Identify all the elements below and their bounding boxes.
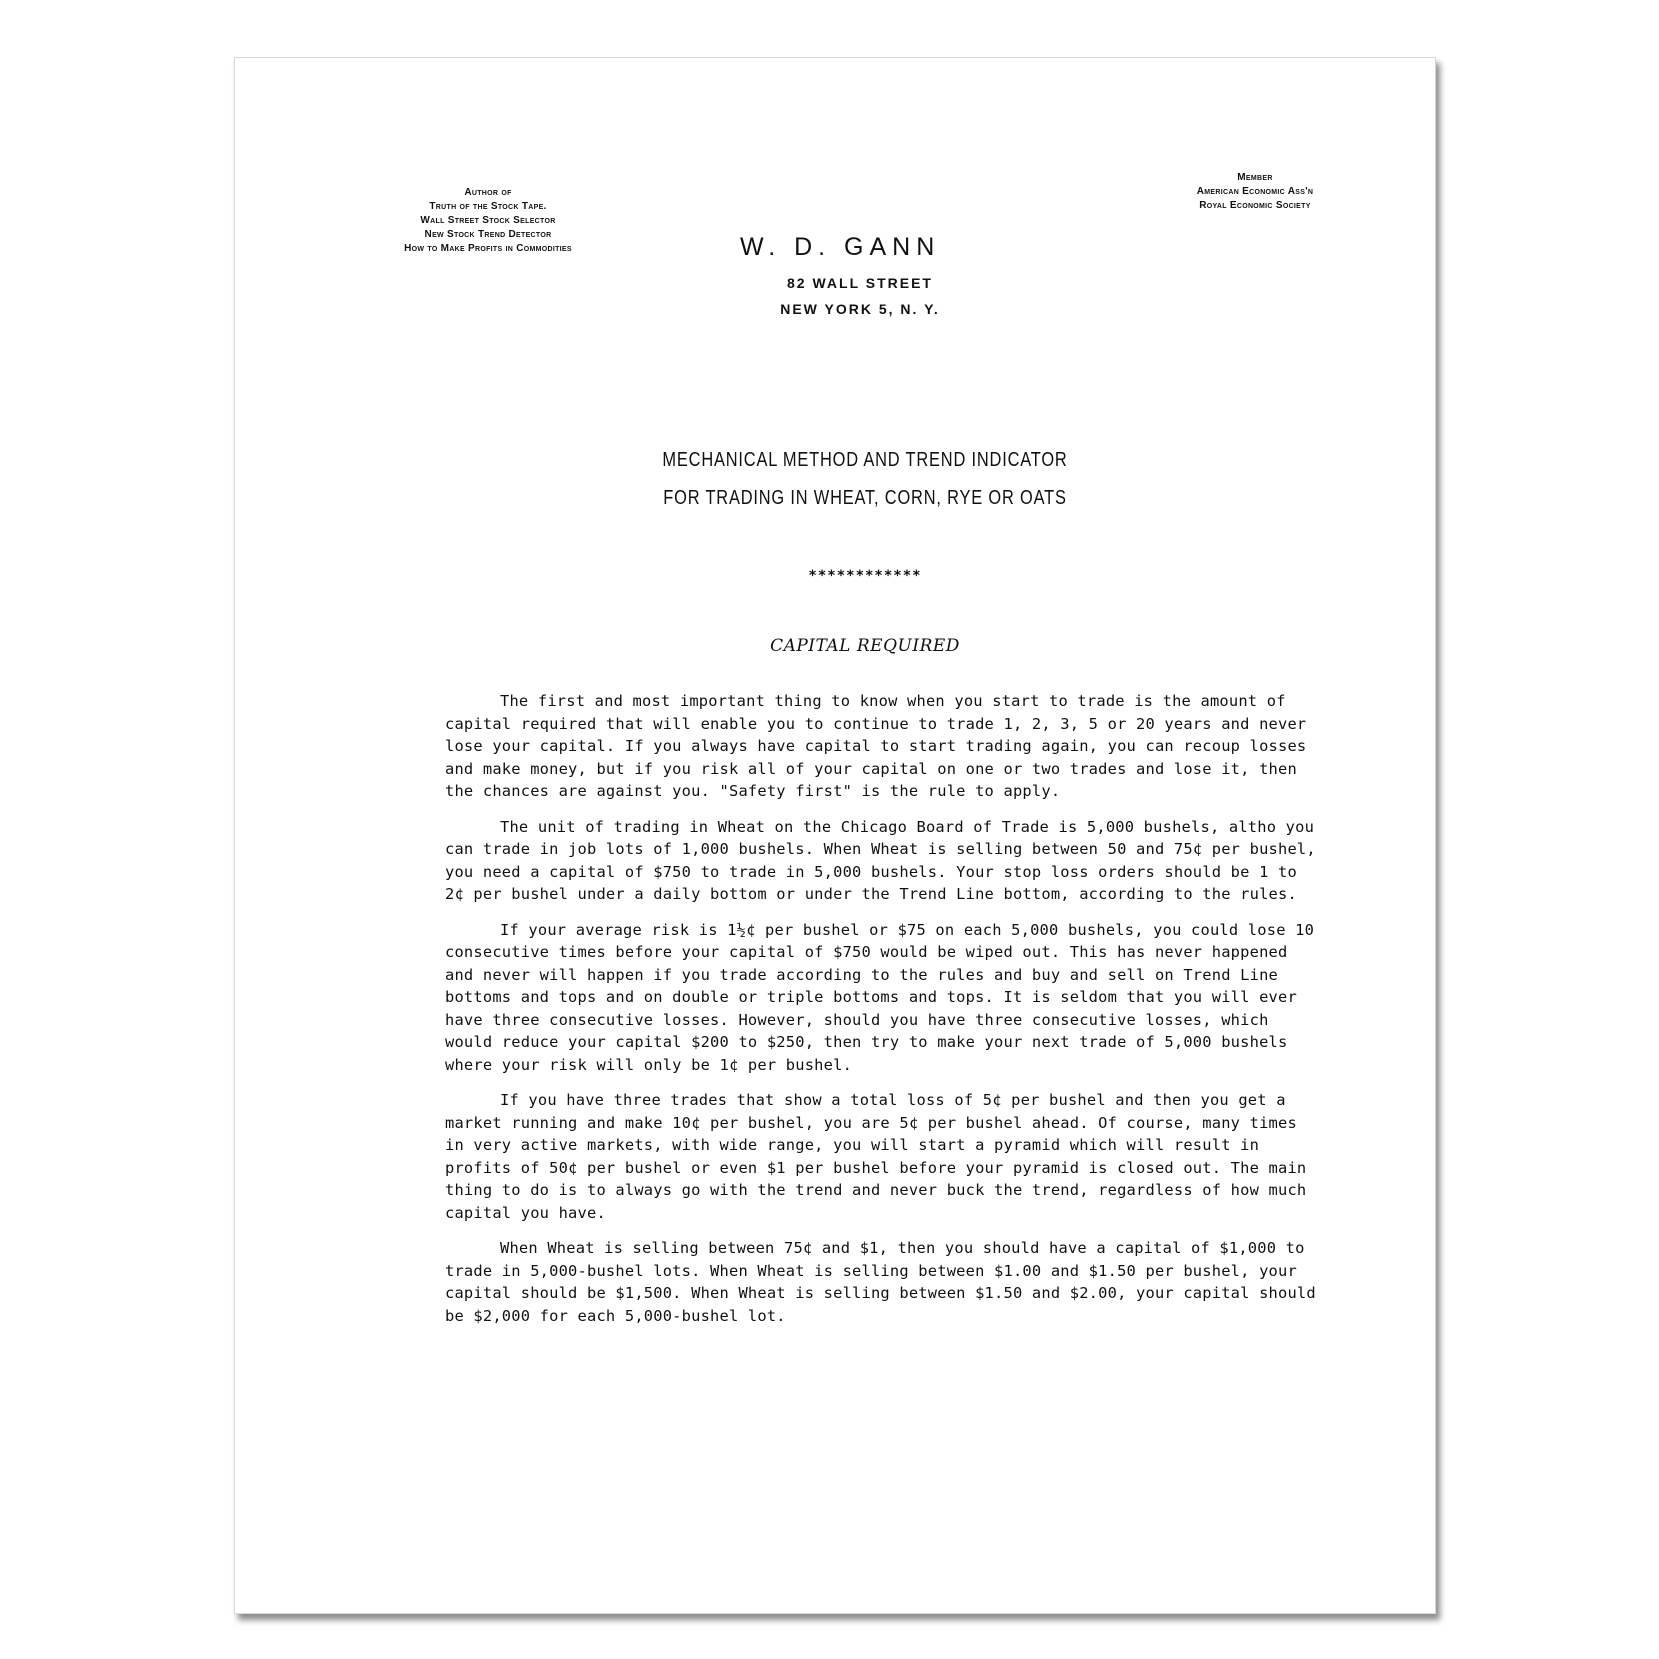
document-page xyxy=(234,57,1436,1614)
author-line: Truth of the Stock Tape. xyxy=(429,201,547,212)
address-street: 82 WALL STREET xyxy=(787,275,933,291)
paragraph: The unit of trading in Wheat on the Chicago Board of Trade is 5,000 bushels, altho you can trade in job lots of 1,000 bushels. When Wheat is selling between 50 and 75¢ per bushel, you need a capital of $750 to trade in 5,000 bushels. Your stop loss orders should be 1 to 2¢ per bushel under a daily bottom or under the Trend Line bottom, according to the rules. xyxy=(445,817,1316,903)
address-city: NEW YORK 5, N. Y. xyxy=(780,301,940,317)
member-line: Royal Economic Society xyxy=(1199,200,1311,211)
separator: ************ xyxy=(808,568,922,584)
author-line: How to Make Profits in Commodities xyxy=(404,243,572,254)
member-line: Member xyxy=(1237,172,1273,183)
member-line: American Economic Ass'n xyxy=(1196,186,1314,197)
paragraph: If you have three trades that show a total loss of 5¢ per bushel and then you get a market running and make 10¢ per bushel, you are 5¢ per bushel ahead. Of course, many times in very active markets, with wide range, you will start a pyramid which will result in profits of 50¢ per bushel or even $1 per bushel before your pyramid is closed out. The main thing to do is to always go with the trend and never buck the trend, regardless of how much capital you have. xyxy=(445,1091,1307,1222)
paragraph: If your average risk is 1½¢ per bushel or $75 on each 5,000 bushels, you could lose 10 consecutive times before your capital of $750 would be wiped out. This has never happened and never will happen if you trade according to the rules and buy and sell on Trend Line bottoms and tops and on double or triple bottoms and tops. It is seldom that you will ever have three consecutive losses. However, should you have three consecutive losses, which would reduce your capital $200 to $250, then try to make your next trade of 5,000 bushels where your risk will only be 1¢ per bushel. xyxy=(445,920,1315,1074)
paragraph: When Wheat is selling between 75¢ and $1, then you should have a capital of $1,000 to trade in 5,000-bushel lots. When Wheat is selling between $1.00 and $1.50 per bushel, your capital should be $1,500. When Wheat is selling between $1.50 and $2.00, your capital should be $2,000 for each 5,000-bushel lot. xyxy=(445,1239,1316,1325)
author-line: Wall Street Stock Selector xyxy=(420,215,556,226)
document-title xyxy=(660,441,1070,517)
author-credits xyxy=(363,186,613,256)
title-line-1: MECHANICAL METHOD AND TREND INDICATOR xyxy=(662,449,1068,471)
letterhead-name: W. D. GANN xyxy=(740,233,941,261)
section-heading: CAPITAL REQUIRED xyxy=(770,636,960,656)
paragraph: The first and most important thing to know when you start to trade is the amount of capital required that will enable you to continue to trade 1, 2, 3, 5 or 20 years and never lose your capital. If you always have capital to start trading again, you can recoup losses and make money, but if you risk all of your capital on one or two trades and lose it, then the chances are against you. "Safety first" is the rule to apply. xyxy=(445,692,1307,800)
author-line: New Stock Trend Detector xyxy=(424,229,552,240)
membership-credits xyxy=(1155,171,1355,213)
author-line: Author of xyxy=(464,187,512,198)
body-text xyxy=(445,690,1325,1340)
title-line-2: FOR TRADING IN WHEAT, CORN, RYE OR OATS xyxy=(663,487,1067,509)
letterhead-address xyxy=(745,270,975,322)
